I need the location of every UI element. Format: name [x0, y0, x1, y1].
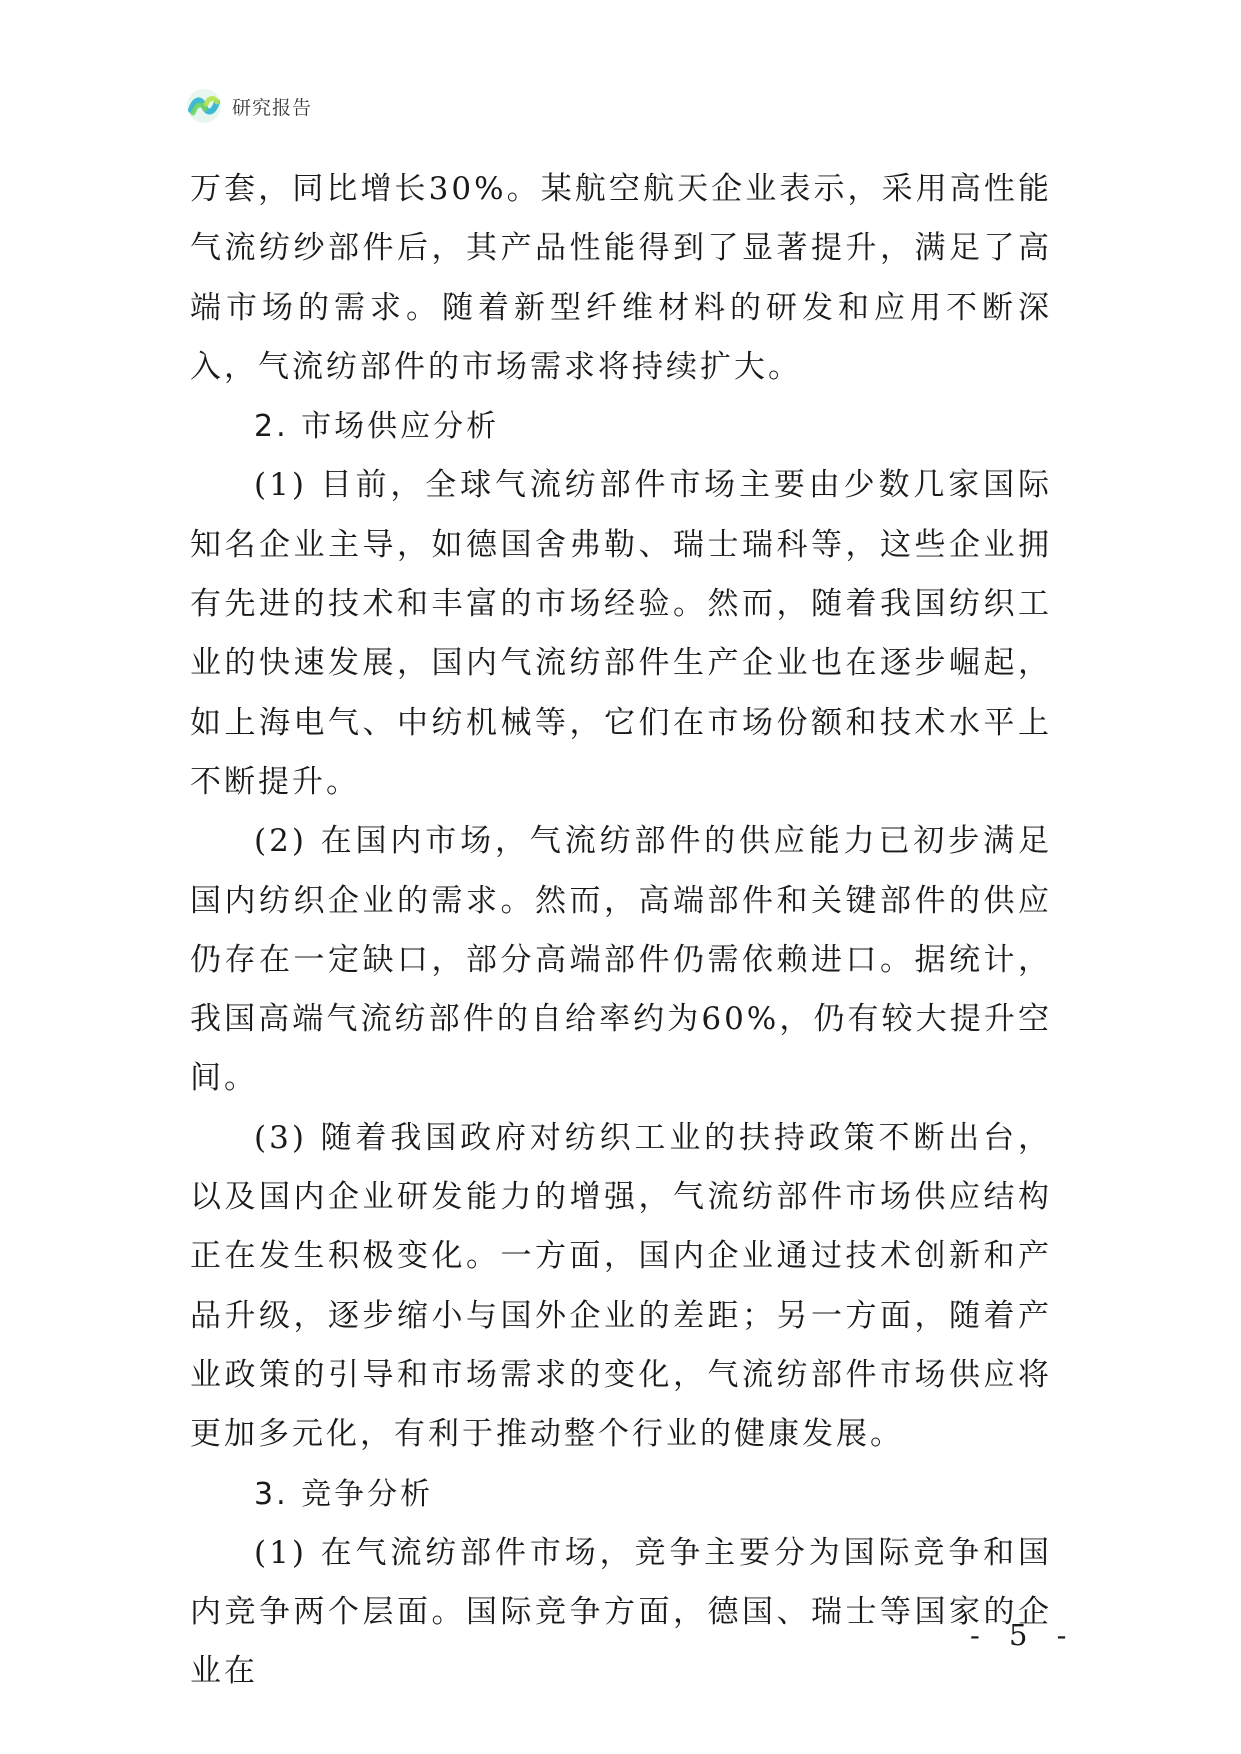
section-heading: 3. 竞争分析	[254, 1476, 434, 1512]
page-number: - 5 -	[970, 1618, 1077, 1652]
company-logo-icon	[186, 88, 222, 124]
paragraph: (1) 目前，全球气流纺部件市场主要由少数几家国际知名企业主导，如德国舍弗勒、瑞士瑞科等，这些企业拥有先进的技术和丰富的市场经验。然而，随着我国纺织工业的快速发展，国内气流纺部件生产企业也在逐步崛起，如上海电气、中纺机械等，它们在市场份额和技术水平上不断提升。	[190, 467, 1052, 800]
paragraph: 万套，同比增长30%。某航空航天企业表示，采用高性能气流纺纱部件后，其产品性能得到了显著提升，满足了高端市场的需求。随着新型纤维材料的研发和应用不断深入，气流纺部件的市场需求将持续扩大。	[190, 171, 1052, 385]
section-heading: 2. 市场供应分析	[254, 409, 500, 445]
page-header	[186, 86, 312, 126]
document-body	[190, 160, 1052, 1702]
paragraph: (3) 随着我国政府对纺织工业的扶持政策不断出台，以及国内企业研发能力的增强，气流纺部件市场供应结构正在发生积极变化。一方面，国内企业通过技术创新和产品升级，逐步缩小与国外企业的差距；另一方面，随着产业政策的引导和市场需求的变化，气流纺部件市场供应将更加多元化，有利于推动整个行业的健康发展。	[190, 1119, 1052, 1453]
paragraph: (1) 在气流纺部件市场，竞争主要分为国际竞争和国内竞争两个层面。国际竞争方面，德国、瑞士等国家的企业在	[190, 1534, 1052, 1690]
paragraph: (2) 在国内市场，气流纺部件的供应能力已初步满足国内纺织企业的需求。然而，高端部件和关键部件的供应仍存在一定缺口，部分高端部件仍需依赖进口。据统计，我国高端气流纺部件的自给率约为60%，仍有较大提升空间。	[190, 823, 1052, 1097]
header-title: 研究报告	[232, 96, 313, 119]
